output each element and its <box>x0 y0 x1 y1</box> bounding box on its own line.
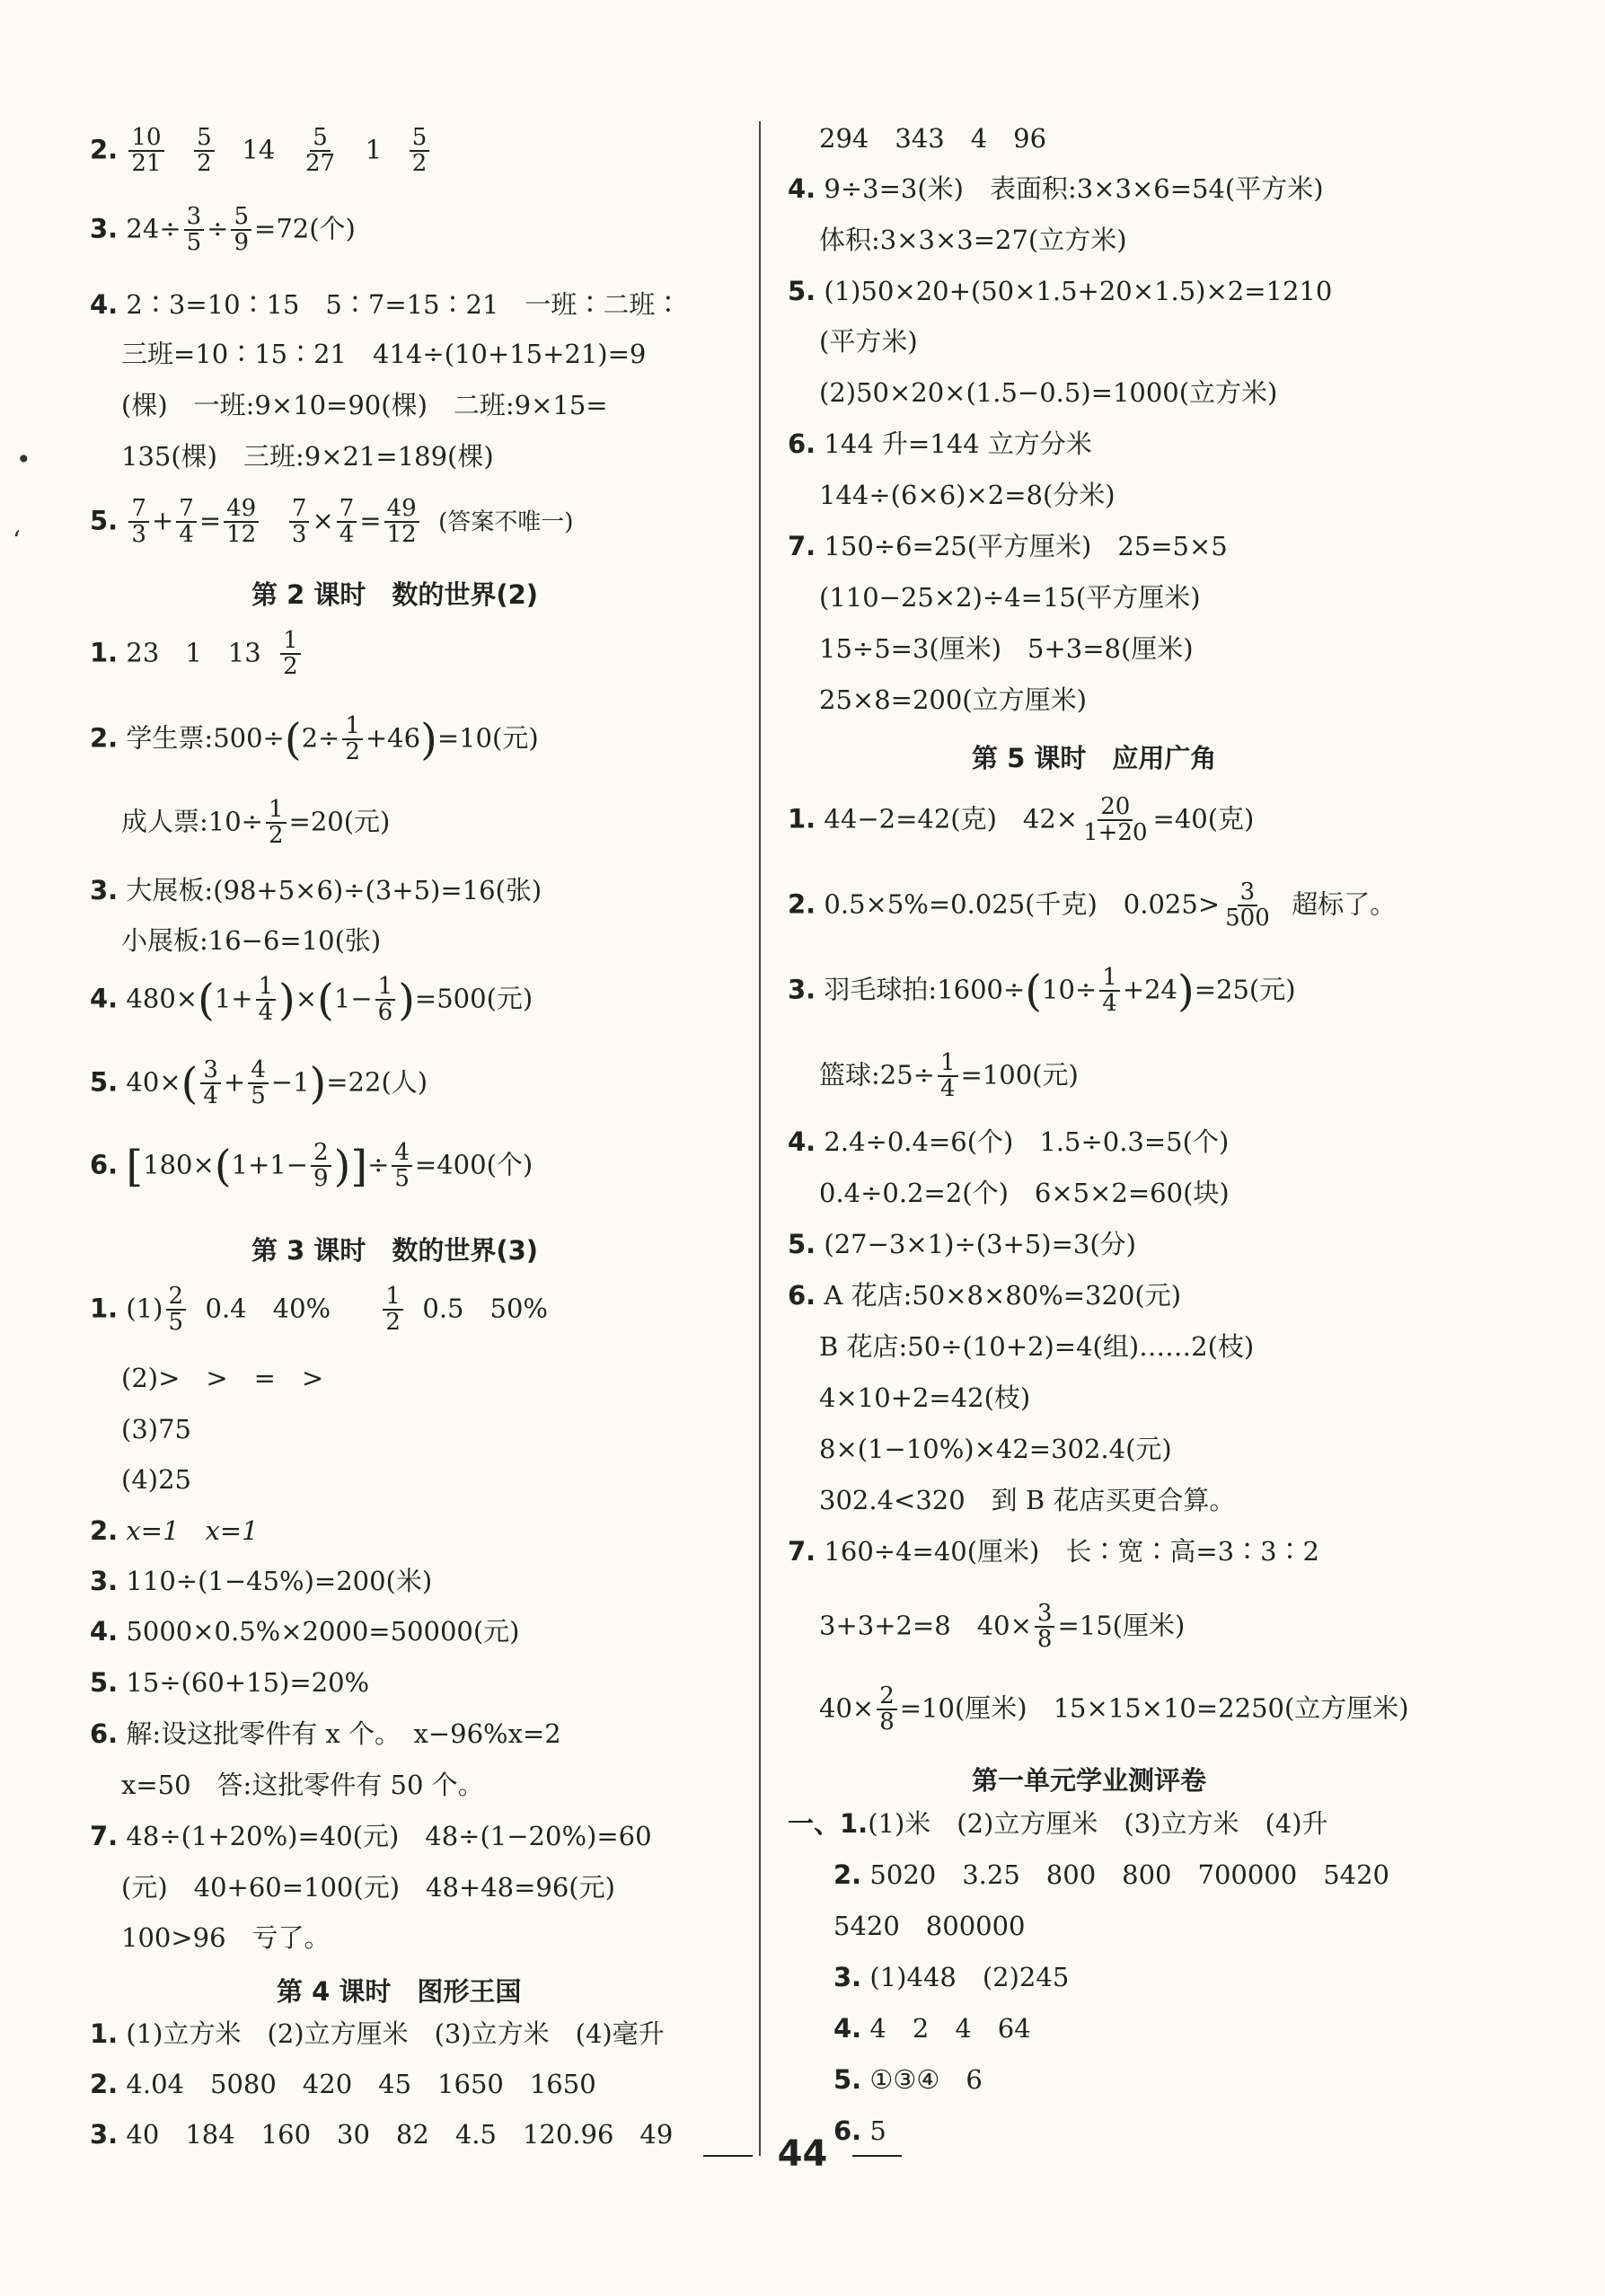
answer-line: 3. (1)448 (2)245 <box>833 1962 1070 1992</box>
answer-line: 6. 5 <box>833 2115 886 2146</box>
answer-line: 7. 48÷(1+20%)=40(元) 48÷(1−20%)=60 <box>90 1821 652 1851</box>
answer-line: 6. [180×(1+1− $\frac{2}{9}$ )]÷ $\frac{4}{5}$ =400(个) <box>90 1139 534 1193</box>
page-number: 44 <box>0 2133 1605 2175</box>
answer-line: 4. 9÷3=3(米) 表面积:3×3×6=54(平方米) <box>788 173 1324 204</box>
answer-line: 1. 23 1 13 $\frac{1}{2}$ <box>90 629 304 680</box>
answer-line: 1. 44−2=42(克) 42× $\frac{20}{1+20}$ =40(克) <box>788 793 1255 847</box>
answer-line: 4. 480×(1+ $\frac{1}{4}$ )×(1− $\frac{1}{6}$ )=500(元) <box>90 973 534 1027</box>
section-heading: 第一单元学业测评卷 <box>972 1765 1207 1796</box>
answer-line: 8×(1−10%)×42=302.4(元) <box>819 1434 1172 1464</box>
answer-line: 4. 2.4÷0.4=6(个) 1.5÷0.3=5(个) <box>788 1126 1230 1157</box>
answer-line: 篮球:25÷ $\frac{1}{4}$ =100(元) <box>819 1049 1079 1103</box>
answer-line: 0.4÷0.2=2(个) 6×5×2=60(块) <box>819 1178 1230 1208</box>
answer-line: 4. 2∶3=10∶15 5∶7=15∶21 一班∶二班∶ <box>90 289 682 320</box>
answer-line: (棵) 一班:9×10=90(棵) 二班:9×15= <box>121 390 608 420</box>
answer-line: x=50 答:这批零件有 50 个。 <box>121 1770 484 1800</box>
answer-line: 成人票:10÷ $\frac{1}{2}$ =20(元) <box>121 796 391 850</box>
answer-line: 3. 24÷ $\frac{3}{5}$ ÷ $\frac{5}{9}$ =72(个) <box>90 203 356 257</box>
section-heading: 第 2 课时 数的世界(2) <box>251 579 539 610</box>
answer-line: 3. 羽毛球拍:1600÷(10÷ $\frac{1}{4}$ +24)=25(元) <box>788 964 1296 1018</box>
answer-line: 3. 110÷(1−45%)=200(米) <box>90 1566 433 1596</box>
answer-line: 3. 40 184 160 30 82 4.5 120.96 49 <box>90 2119 674 2150</box>
answer-line: 三班=10∶15∶21 414÷(10+15+21)=9 <box>121 339 647 369</box>
answer-line: (2)> > = > <box>121 1363 324 1393</box>
answer-line: 7. 150÷6=25(平方厘米) 25=5×5 <box>788 531 1228 561</box>
answer-line: 5. 40×( $\frac{3}{4}$ + $\frac{4}{5}$ −1)=22(人) <box>90 1056 428 1110</box>
margin-mark: • <box>16 445 31 474</box>
answer-line: 体积:3×3×3=27(立方米) <box>819 225 1127 255</box>
answer-line: 小展板:16−6=10(张) <box>121 925 382 956</box>
answer-line: 144÷(6×6)×2=8(分米) <box>819 480 1116 510</box>
answer-line: (4)25 <box>121 1464 191 1495</box>
answer-line: 2. $\frac{10}{21}$ $\frac{5}{2}$ 14 $\frac{5}{27}$ 1 $\frac{5}{2}$ <box>90 126 432 177</box>
answer-line: 2. x=1 x=1 <box>90 1515 259 1546</box>
answer-line: 2. 0.5×5%=0.025(千克) 0.025> $\frac{3}{500}$ 超标了。 <box>788 879 1397 932</box>
answer-line: 15÷5=3(厘米) 5+3=8(厘米) <box>819 633 1194 664</box>
answer-line: (2)50×20×(1.5−0.5)=1000(立方米) <box>819 377 1278 408</box>
answer-line: 5. (1)50×20+(50×1.5+20×1.5)×2=1210 <box>788 276 1333 306</box>
answer-line: 4. 5000×0.5%×2000=50000(元) <box>90 1616 520 1647</box>
answer-line: 135(棵) 三班:9×21=189(棵) <box>121 441 494 472</box>
answer-line: 40× $\frac{2}{8}$ =10(厘米) 15×15×10=2250(立方厘米) <box>819 1682 1409 1736</box>
answer-line: 1. (1) $\frac{2}{5}$ 0.4 40% $\frac{1}{2}$ 0.5 50% <box>90 1283 548 1337</box>
answer-line: 2. 4.04 5080 420 45 1650 1650 <box>90 2069 596 2099</box>
answer-line: (平方米) <box>819 326 918 357</box>
answer-line: 3. 大展板:(98+5×6)÷(3+5)=16(张) <box>90 875 542 905</box>
answer-line: 4×10+2=42(枝) <box>819 1382 1031 1413</box>
answer-line: 2. 学生票:500÷(2÷ $\frac{1}{2}$ +46)=10(元) <box>90 712 539 766</box>
answer-line: 7. 160÷4=40(厘米) 长∶宽∶高=3∶3∶2 <box>788 1536 1320 1567</box>
answer-line: B 花店:50÷(10+2)=4(组)……2(枝) <box>819 1331 1255 1362</box>
answer-line: 一、1.(1)米 (2)立方厘米 (3)立方米 (4)升 <box>788 1808 1328 1839</box>
answer-line: 4. 4 2 4 64 <box>833 2013 1031 2044</box>
answer-line: 6. 144 升=144 立方分米 <box>788 428 1092 459</box>
answer-line: (3)75 <box>121 1414 191 1444</box>
section-heading: 第 3 课时 数的世界(3) <box>251 1235 539 1266</box>
section-heading: 第 4 课时 图形王国 <box>277 1976 522 2007</box>
answer-line: 25×8=200(立方厘米) <box>819 684 1087 715</box>
answer-line: (元) 40+60=100(元) 48+48=96(元) <box>121 1872 615 1903</box>
answer-line: 100>96 亏了。 <box>121 1922 331 1953</box>
margin-mark: ʻ <box>13 525 21 555</box>
answer-line: 6. A 花店:50×8×80%=320(元) <box>788 1280 1182 1311</box>
answer-line: 6. 解:设这批零件有 x 个。 x−96%x=2 <box>90 1718 561 1749</box>
section-heading: 第 5 课时 应用广角 <box>972 743 1217 773</box>
answer-line: 294 343 4 96 <box>819 123 1047 154</box>
answer-line: (110−25×2)÷4=15(平方厘米) <box>819 582 1201 613</box>
answer-line: 5. 15÷(60+15)=20% <box>90 1667 370 1698</box>
answer-line: 2. 5020 3.25 800 800 700000 5420 <box>833 1859 1390 1890</box>
column-divider <box>759 121 761 2156</box>
answer-line: 5. ①③④ 6 <box>833 2064 983 2095</box>
answer-line: 302.4<320 到 B 花店买更合算。 <box>819 1485 1236 1515</box>
answer-line: 5420 800000 <box>833 1911 1026 1941</box>
answer-line: 1. (1)立方米 (2)立方厘米 (3)立方米 (4)毫升 <box>90 2018 665 2049</box>
answer-line: 5. $\frac{7}{3}$ + $\frac{7}{4}$ = $\frac{49}{12}$ $\frac{7}{3}$ × $\frac{7}{4}$ = $\frac{49}{12}$ (答案不唯一) <box>90 495 574 549</box>
answer-line: 5. (27−3×1)÷(3+5)=3(分) <box>788 1229 1136 1259</box>
answer-line: 3+3+2=8 40× $\frac{3}{8}$ =15(厘米) <box>819 1600 1186 1654</box>
